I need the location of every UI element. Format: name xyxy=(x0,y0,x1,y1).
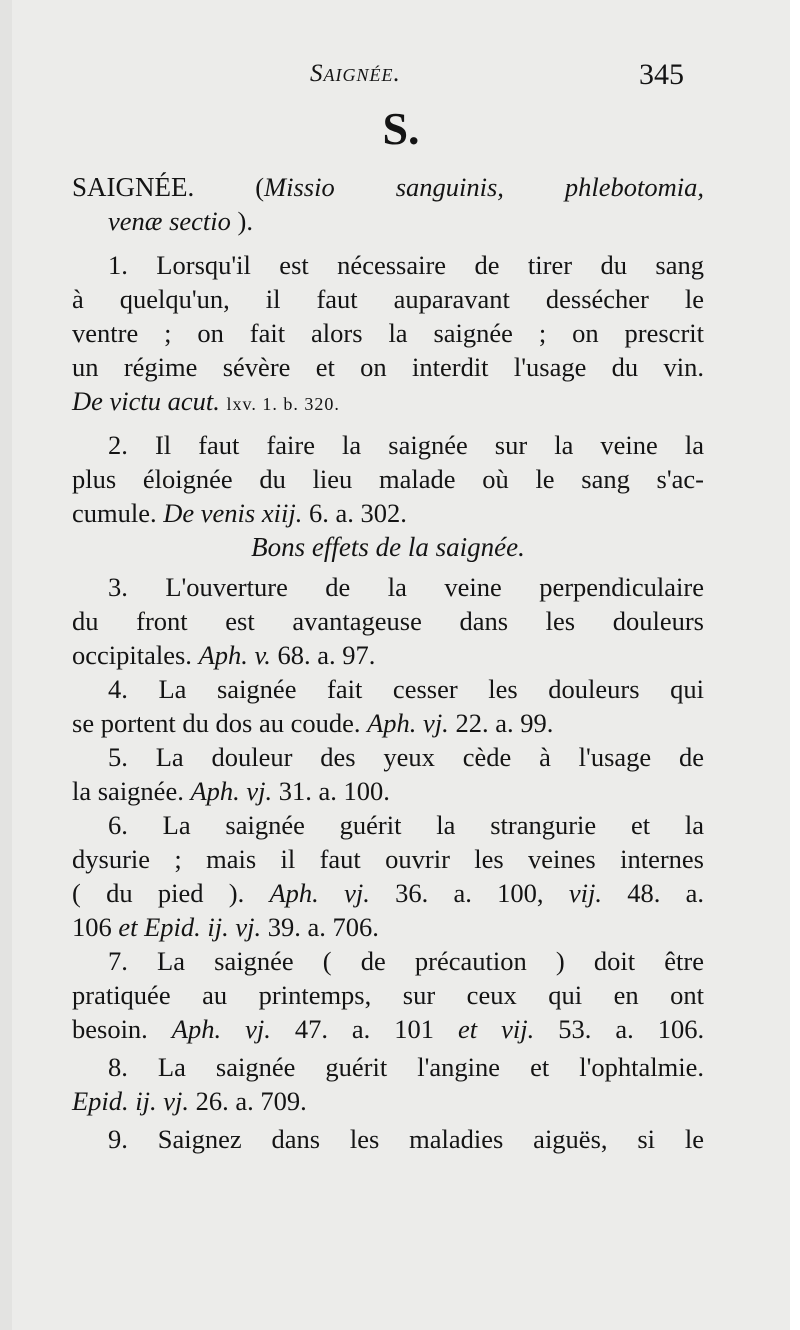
citation-work: et vij. xyxy=(458,1014,535,1044)
line-text: la saignée. xyxy=(72,776,184,806)
line: plus éloignée du lieu malade où le sang s'ac- xyxy=(72,464,704,494)
citation-work: De victu acut. xyxy=(72,386,220,416)
latin-terms: Missio sanguinis, phlebotomia, xyxy=(264,172,704,202)
line: 8. La saignée guérit l'angine et l'ophtalmie. xyxy=(108,1052,704,1082)
paragraph-3 xyxy=(72,570,704,672)
citation-number: 68. a. 97. xyxy=(277,640,376,670)
citation-number: 31. a. 100. xyxy=(278,776,390,806)
paragraph-1 xyxy=(72,248,704,418)
line: 1. Lorsqu'il est nécessaire de tirer du sang xyxy=(108,250,704,280)
line: dysurie ; mais il faut ouvrir les veines internes xyxy=(72,844,704,874)
citation-number: 26. a. 709. xyxy=(195,1086,307,1116)
line-text: cumule. xyxy=(72,498,157,528)
citation-work: Epid. ij. vj. xyxy=(72,1086,190,1116)
citation-work: Aph. vj. xyxy=(190,776,273,806)
citation-line xyxy=(72,910,704,944)
citation-number: lxv. 1. b. 320. xyxy=(226,394,340,414)
left-book-edge xyxy=(0,0,12,1330)
letter-heading: S. xyxy=(382,103,420,154)
line: pratiquée au printemps, sur ceux qui en ont xyxy=(72,980,704,1010)
citation-number: 6. a. 302. xyxy=(308,498,407,528)
citation-line xyxy=(72,638,704,672)
line: 3. L'ouverture de la veine perpendiculaire xyxy=(108,572,704,602)
line-text: besoin. xyxy=(72,1014,148,1044)
line: 2. Il faut faire la saignée sur la veine la xyxy=(108,430,704,460)
page-number: 345 xyxy=(639,58,684,91)
entry-headline-2 xyxy=(72,204,704,238)
paragraph-5 xyxy=(72,740,704,808)
line: à quelqu'un, il faut auparavant dessécher le xyxy=(72,284,704,314)
citation-line xyxy=(72,774,704,808)
citation-work: vij. xyxy=(568,878,602,908)
citation-number: 22. a. 99. xyxy=(455,708,554,738)
citation-work: Aph. v. xyxy=(198,640,271,670)
latin-close: ). xyxy=(237,206,253,236)
paragraph-8 xyxy=(72,1050,704,1118)
citation-work: Aph. vj. xyxy=(171,1014,271,1044)
line: un régime sévère et on interdit l'usage du vin. xyxy=(72,352,704,382)
citation-number: 47. a. 101 xyxy=(294,1014,435,1044)
running-head xyxy=(12,58,790,98)
citation-number: 36. a. 100, xyxy=(395,878,544,908)
citation-work: De venis xiij. xyxy=(163,498,303,528)
citation-line xyxy=(72,1084,704,1118)
section-subheading: Bons effets de la saignée. xyxy=(251,532,525,562)
citation-number: 39. a. 706. xyxy=(267,912,379,942)
paragraph-9 xyxy=(72,1122,704,1156)
citation-work: Aph. vj. xyxy=(269,878,370,908)
line-text: se portent du dos au coude. xyxy=(72,708,361,738)
line: 4. La saignée fait cesser les douleurs qui xyxy=(108,674,704,704)
line: du front est avantageuse dans les douleurs xyxy=(72,606,704,636)
latin-terms-2: venæ sectio xyxy=(108,206,231,236)
citation-line xyxy=(72,706,704,740)
citation-line xyxy=(72,496,704,530)
line: 7. La saignée ( de précaution ) doit être xyxy=(108,946,704,976)
entry-word: SAIGNÉE. xyxy=(72,172,195,202)
line: 6. La saignée guérit la strangurie et la xyxy=(108,810,704,840)
line-text: occipitales. xyxy=(72,640,192,670)
citation-number: 106 xyxy=(72,912,112,942)
latin-open: ( xyxy=(255,172,265,202)
citation-line xyxy=(72,876,704,910)
entry-headline xyxy=(72,170,704,204)
citation-number: 48. a. xyxy=(627,878,705,908)
paragraph-6 xyxy=(72,808,704,944)
paragraph-2 xyxy=(72,428,704,530)
line: 5. La douleur des yeux cède à l'usage de xyxy=(108,742,704,772)
dictionary-entry xyxy=(72,170,704,1156)
line-text: ( du pied ). xyxy=(72,878,245,908)
citation-line xyxy=(72,1012,704,1046)
line: ventre ; on fait alors la saignée ; on prescrit xyxy=(72,318,704,348)
book-page xyxy=(12,0,790,1330)
paragraph-4 xyxy=(72,672,704,740)
citation-number: 53. a. 106. xyxy=(558,1014,705,1044)
citation-work: Aph. vj. xyxy=(367,708,449,738)
line: 9. Saignez dans les maladies aiguës, si le xyxy=(108,1124,704,1154)
citation-line xyxy=(72,384,704,418)
right-margin xyxy=(790,0,800,1330)
running-head-title: Saignée. xyxy=(310,60,401,87)
paragraph-7 xyxy=(72,944,704,1046)
citation-work: et Epid. ij. vj. xyxy=(118,912,262,942)
